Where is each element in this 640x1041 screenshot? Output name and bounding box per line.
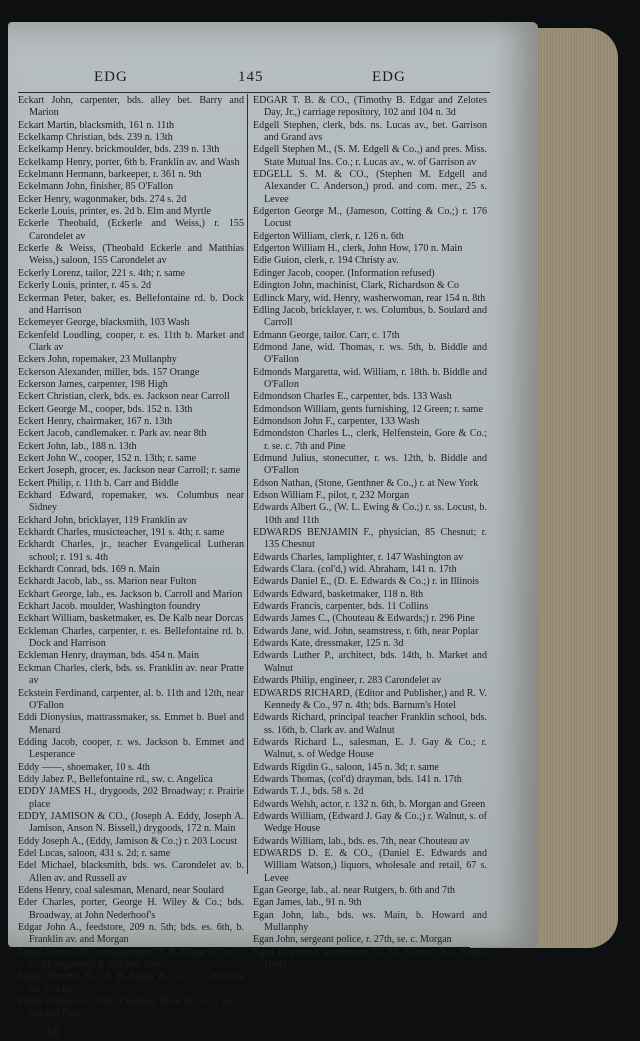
column-divider — [247, 94, 248, 874]
directory-entry: Edwards Thomas, (col'd) drayman, bds. 141 n. 17th — [253, 773, 462, 785]
directory-entry: Edwards Edward, basketmaker, 118 n. 8th — [253, 588, 424, 600]
directory-entry: Edmann George, tailor. Carr, c. 17th — [253, 329, 400, 341]
directory-entry: Edwards Richard, principal teacher Franklin school, bds. ss. 16th, b. Clark av. and Walnut — [253, 712, 487, 736]
directory-entry: Edgerton William H., clerk, John How, 170 n. Main — [253, 243, 463, 255]
running-head-left: EDG — [94, 69, 128, 85]
header-rule — [18, 92, 490, 93]
page-number: 145 — [238, 69, 264, 85]
directory-entry: Eckerle Theobald, (Eckerle and Weiss,) r. 155 Carondelet av — [18, 218, 244, 242]
directory-entry: Edwards William, lab., bds. es. 7th, near Chouteau av — [253, 835, 470, 847]
directory-entry: Edel Lucas, saloon, 431 s. 2d; r. same — [18, 847, 171, 859]
directory-entry: Eckhardt Charles, musicteacher, 191 s. 4th; r. same — [18, 527, 225, 539]
directory-entry: Eckerman Peter, baker, es. Bellefontaine rd. b. Dock and Harrison — [18, 292, 244, 316]
directory-entry: Edwards Luther P., architect, bds. 14th, b. Market and Walnut — [253, 650, 487, 674]
directory-entry: Edwards Philip, engineer, r. 283 Carondelet av — [253, 675, 442, 687]
directory-entry: Eckleman Charles, carpenter, r. es. Bellefontaine rd. b. Dock and Harrison — [18, 625, 244, 650]
directory-entry: Edgar William A., clerk, Charless, Blow & Co.; r. ne. c. 5th and Pine — [18, 996, 244, 1020]
directory-entry: Eckleman Henry, drayman, bds. 454 n. Main — [18, 650, 199, 662]
directory-entry: Eckert Joseph, grocer, es. Jackson near Carroll; r. same — [18, 465, 241, 477]
right-column — [253, 95, 487, 971]
directory-entry: Eckert Christian, clerk, bds. es. Jackson near Carroll — [18, 391, 230, 403]
directory-entry: Eddy Joseph A., (Eddy, Jamison & Co.;) r. 203 Locust — [18, 835, 238, 847]
directory-entry: Edwards Francis, carpenter, bds. 11 Collins — [253, 601, 429, 613]
directory-entry: Edwards T. J., bds. 58 s. 2d — [253, 786, 364, 798]
directory-entry: Edgerton William, clerk, r. 126 n. 6th — [253, 230, 404, 242]
directory-entry: Edwards Daniel E., (D. E. Edwards & Co.;) r. in Illinois — [253, 576, 479, 588]
left-column — [18, 95, 244, 1041]
directory-entry: Edmondson Charles E., carpenter, bds. 133 Wash — [253, 391, 452, 403]
directory-entry: Edel Michael, blacksmith, bds. ws. Carondelet av. b. Allen av. and Russell av — [18, 860, 244, 884]
directory-entry: Edding Jacob, cooper, r. ws. Jackson b. Emmet and Lesperance — [18, 736, 244, 761]
directory-entry: Eckers John, ropemaker, 23 Mullanphy — [18, 354, 177, 366]
directory-entry: Edson William F., pilot, r, 232 Morgan — [253, 490, 410, 501]
directory-entry: EDGAR T. B. & CO., (Timothy B. Edgar and Zelotes Day, Jr.,) carriage repository, 102 and 104 n. 3d — [253, 95, 487, 119]
directory-entry: Edmund Julius, stonecutter, r. ws. 12th, b. Biddle and O'Fallon — [253, 452, 487, 477]
directory-entry: Edens Henry, coal salesman, Menard, near Soulard — [18, 885, 224, 896]
directory-entry: Edgar Timothy B., (T. B. Edgar & Co.;) r. Chouteau av., c. 14th — [18, 971, 244, 995]
directory-entry: Eckhart George, lab., es. Jackson b. Carroll and Marion — [18, 588, 243, 600]
directory-entry: EDWARDS BENJAMIN F., physician, 85 Chesnut; r. 135 Chesnut — [253, 527, 487, 551]
directory-entry: Eckhart Jacob. moulder, Washington foundry — [18, 601, 201, 613]
directory-entry: Edwards Clara. (col'd,) wid. Abraham, 141 n. 17th — [253, 564, 457, 576]
directory-entry: Eckhart William, basketmaker, es. De Kalb near Dorcas — [18, 613, 244, 625]
directory-entry: Edwards Charles, lamplighter, r. 147 Washington av — [253, 551, 464, 563]
directory-entry: Eckelkamp Christian, bds. 239 n. 13th — [18, 132, 173, 144]
directory-entry: Edgar Richard B., carriagemaker, T. B. Edgar & Co.; r. ss. Montgomery, b. 9th and 10th — [18, 946, 244, 971]
directory-entry: Eckart John, carpenter, bds. alley bet. Barry and Marion — [18, 95, 244, 119]
directory-entry: Eckert Henry, chairmaker, 167 n. 13th — [18, 415, 173, 427]
directory-entry: Edwards James C., (Chouteau & Edwards;) r. 296 Pine — [253, 613, 475, 625]
directory-entry: Eckelkamp Henry. brickmoulder, bds. 239 n. 13th — [18, 144, 220, 156]
directory-entry: Eckert Jacob, candlemaker. r. Park av. near 8th — [18, 428, 207, 440]
directory-entry: Eckerle Louis, printer, es. 2d b. Elm and Myrtle — [18, 206, 212, 218]
directory-entry: EDDY, JAMISON & CO., (Joseph A. Eddy, Joseph A. Jamison, Anson N. Bissell,) drygoods, 172 n. Main — [18, 810, 244, 835]
directory-entry: Eckerly Louis, printer, r. 45 s. 2d — [18, 280, 152, 292]
directory-entry: EDGELL S. M. & CO., (Stephen M. Edgell and Alexander C. Anderson,) prod. and com. mer., 25 s. Levee — [253, 169, 487, 205]
directory-entry: Edgell Stephen M., (S. M. Edgell & Co.,) and pres. Miss. State Mutual Ins. Co.; r. Lucas av., w. of Garrison av — [253, 144, 487, 168]
directory-entry: Eddy Jabez P., Bellefontaine rd., sw. c. Angelica — [18, 773, 213, 785]
directory-entry: EDWARDS D. E. & CO., (Daniel E. Edwards and William Watson,) liquors, wholesale and retail, 67 s. Levee — [253, 847, 487, 884]
directory-entry: Edgell Stephen, clerk, bds. ns. Lucas av., bet. Garrison and Grand avs — [253, 119, 487, 144]
directory-entry: Edgar John A., feedstore, 209 n. 5th; bds. es. 6th, b. Franklin av. and Morgan — [18, 922, 244, 946]
directory-entry: Edling Jacob, bricklayer, r. ws. Columbus, b. Soulard and Carroll — [253, 304, 487, 329]
directory-entry: Edmondson John F., carpenter, 133 Wash — [253, 415, 420, 427]
directory-entry: Eckerson Alexander, miller, bds. 157 Orange — [18, 366, 200, 378]
directory-entry: Edie Guion, clerk, r. 194 Christy av. — [253, 255, 399, 267]
directory-entry: Eddi Dionysius, mattrassmaker, ss. Emmet b. Buel and Menard — [18, 712, 244, 736]
directory-entry: Egan George, lab., al. near Rutgers, b. 6th and 7th — [253, 885, 455, 896]
directory-entry: Eckelkamp Henry, porter, 6th b. Franklin av. and Wash — [18, 156, 240, 168]
directory-entry: Edson Nathan, (Stone, Genthner & Co.,) r. at New York — [253, 477, 479, 489]
directory-entry: Edwards Rigdin G., saloon, 145 n. 3d; r. same — [253, 761, 439, 773]
directory-entry: EDDY JAMES H., drygoods, 202 Broadway; r. Prairie place — [18, 786, 244, 810]
directory-entry: Eckerson James, carpenter, 198 High — [18, 378, 168, 390]
right-column-entries — [253, 95, 487, 971]
directory-entry: Egan Lawrence, accountant, W. M. Harlow; bds. King's Hotel — [253, 946, 487, 971]
directory-entry: Eckemeyer George, blacksmith, 103 Wash — [18, 317, 190, 329]
directory-entry: Edington John, machinist, Clark, Richardson & Co — [253, 280, 460, 292]
directory-entry: Edmonds Margaretta, wid. William, r. 18th. b. Biddle and O'Fallon — [253, 366, 487, 390]
directory-entry: Edwards William, (Edward J. Gay & Co.;) r. Walnut, s. of Wedge House — [253, 810, 487, 835]
directory-entry: Eckart Martin, blacksmith, 161 n. 11th — [18, 119, 175, 131]
directory-entry: Edinger Jacob, cooper. (Information refused) — [253, 267, 435, 279]
directory-entry: Edmondson William, gents furnishing, 12 Green; r. same — [253, 403, 483, 415]
directory-entry: Eckhard John, bricklayer, 119 Franklin av — [18, 514, 188, 526]
directory-entry: Egan James, lab., 91 n. 9th — [253, 897, 362, 909]
directory-entry: Eckert John, lab., 188 n. 13th — [18, 440, 137, 452]
directory-entry: Eckert Philip, r. 11th b. Carr and Biddle — [18, 477, 179, 489]
directory-entry: Eckert John W., cooper, 152 n. 13th; r. same — [18, 452, 197, 464]
directory-entry: Ecker Henry, wagonmaker, bds. 274 s. 2d — [18, 193, 187, 205]
directory-entry: Edmond Jane, wid. Thomas, r. ws. 5th, b. Biddle and O'Fallon — [253, 341, 487, 366]
directory-entry: Edwards Kate, dressmaker, 125 n. 3d — [253, 638, 404, 650]
directory-entry: Eckerle & Weiss, (Theobald Eckerle and Matthias Weiss,) saloon, 155 Carondelet av — [18, 243, 244, 267]
directory-entry: Edwards Richard L., salesman, E. J. Gay & Co.; r. Walnut, s. of Wedge House — [253, 736, 487, 761]
directory-entry: Eckelmann Hermann, barkeeper, r. 361 n. 9th — [18, 169, 202, 181]
directory-entry: Eckhardt Charles, jr., teacher Evangelical Lutheran school; r. 191 s. 4th — [18, 539, 244, 563]
directory-entry: Edwards Jane, wid. John, seamstress, r. 6th, near Poplar — [253, 625, 479, 637]
directory-entry: Eckerly Lorenz, tailor, 221 s. 4th; r. same — [18, 267, 185, 279]
directory-entry: Egan John, sergeant police, r. 27th, se. c. Morgan — [253, 934, 452, 946]
directory-entry: Eckman Charles, clerk, bds. ss. Franklin av. near Pratte av — [18, 662, 244, 687]
directory-entry: Egan John, lab., bds. ws. Main, b. Howard and Mullanphy — [253, 909, 487, 934]
directory-entry: Eckelmann John, finisher, 85 O'Fallon — [18, 181, 174, 193]
directory-entry: Edmondston Charles L., clerk, Helfenstein, Gore & Co.; r. se. c. 7th and Pine — [253, 428, 487, 452]
directory-entry: Eckstein Ferdinand, carpenter, al. b. 11th and 12th, near O'Fallon — [18, 687, 244, 711]
directory-entry: Eckhardt Conrad, bds. 169 n. Main — [18, 564, 160, 576]
directory-entry: Eddy ——, shoemaker, 10 s. 4th — [18, 761, 150, 773]
directory-entry: EDWARDS RICHARD, (Editor and Publisher,) and R. V. Kennedy & Co., 97 n. 4th; bds. Barnum's Hotel — [253, 687, 487, 711]
directory-entry: Eckert George M., cooper, bds. 152 n. 13th — [18, 403, 193, 415]
directory-entry: Edwards Albert G., (W. L. Ewing & Co.;) r. ss. Locust, b. 10th and 11th — [253, 502, 487, 526]
directory-entry: Eckhardt Jacob, lab., ss. Marion near Fulton — [18, 576, 197, 588]
directory-entry: Eder Charles, porter, George H. Wiley & Co.; bds. Broadway, at John Nederhoof's — [18, 897, 244, 921]
directory-entry: Eckenfeld Loudling, cooper, r. es. 11th b. Market and Clark av — [18, 329, 244, 353]
directory-entry: Edgerton George M., (Jameson, Cotting & Co.;) r. 176 Locust — [253, 206, 487, 230]
directory-entry: Edlinck Mary, wid. Henry, washerwoman, rear 154 n. 8th — [253, 292, 486, 304]
left-column-entries — [18, 95, 244, 1021]
signature-mark: 10 — [46, 1024, 60, 1040]
directory-entry: Eckhard Edward, ropemaker, ws. Columbus near Sidney — [18, 490, 244, 514]
directory-entry: Edwards Welsh, actor, r. 132 n. 6th, b. Morgan and Green — [253, 798, 486, 810]
running-head-right: EDG — [372, 69, 406, 85]
